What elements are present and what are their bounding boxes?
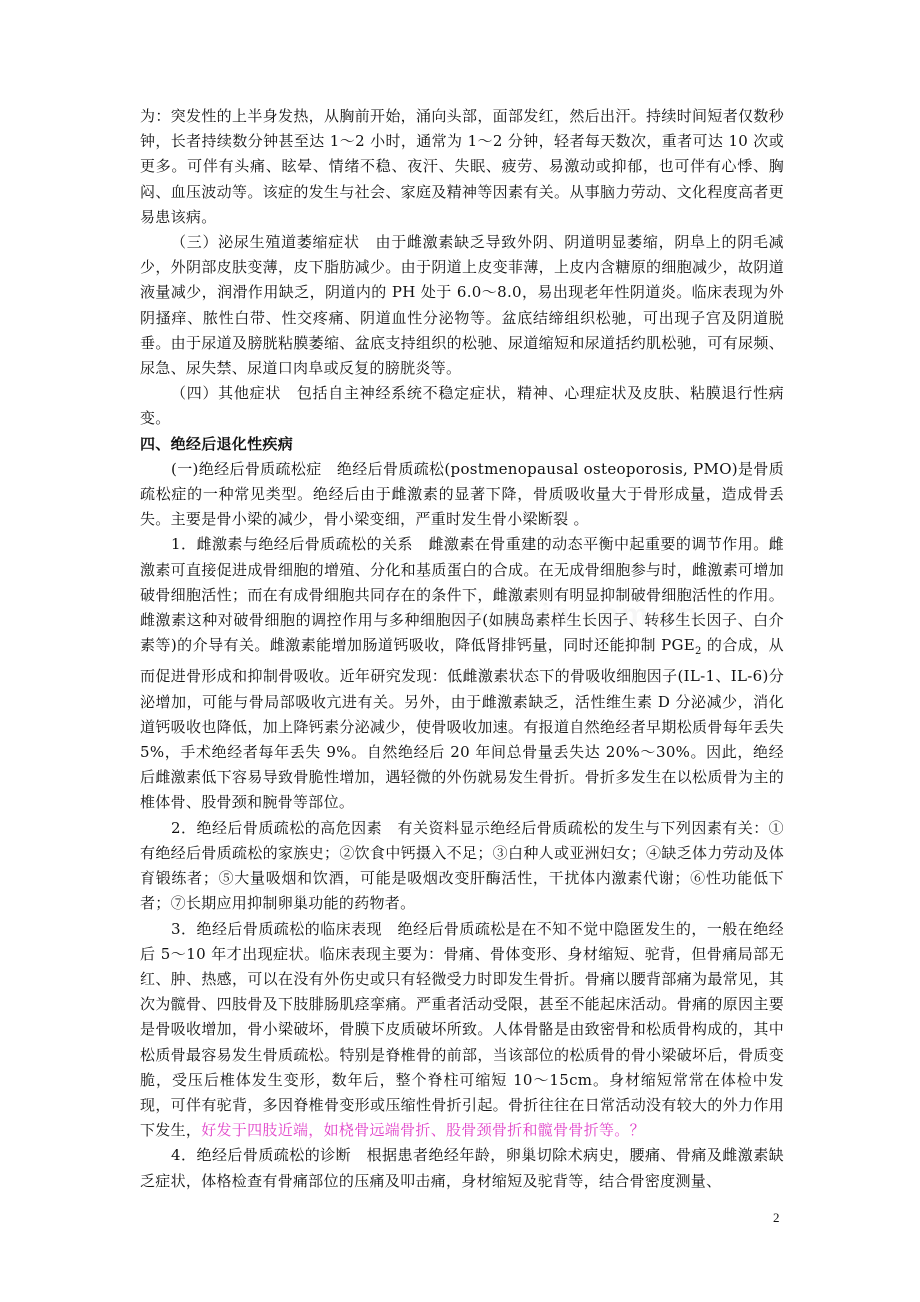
paragraph-estrogen-relation [140, 532, 784, 815]
paragraph-text: 1．雌激素与绝经后骨质疏松的关系 雌激素在骨重建的动态平衡中起重要的调节作用。雌激素可直接促进成骨细胞的增殖、分化和基质蛋白的合成。在无成骨细胞参与时，雌激素可增加破骨细胞活性；而在有成骨细胞共同存在的条件下，雌激素则有明显抑制破骨细胞活性的作用。雌激素这种对破骨细胞的调控作用与多种细胞因子(如胰岛素样生长因子、转移生长因子、白介素等)的介导有关。雌激素能增加肠道钙吸收，降低肾排钙量，同时还能抑制 PGE [140, 535, 784, 655]
subscript: 2 [695, 646, 702, 658]
paragraph-clinical-manifestations [140, 917, 784, 1144]
paragraph-text: 3．绝经后骨质疏松的临床表现 绝经后骨质疏松是在不知不觉中隐匿发生的，一般在绝经后 5～10 年才出现症状。临床表现主要为：骨痛、骨体变形、身材缩短、驼背，但骨痛局部无红、肿、热感，可以在没有外伤史或只有轻微受力时即发生骨折。骨痛以腰背部痛为最常见，其次为髋骨、四肢骨及下肢腓肠肌痉挛痛。严重者活动受限，甚至不能起床活动。骨痛的原因主要是骨吸收增加，骨小梁破坏，骨膜下皮质破坏所致。人体骨骼是由致密骨和松质骨构成的，其中松质骨最容易发生骨质疏松。特别是脊椎骨的前部，当该部位的松质骨的骨小梁破坏后，骨质变脆，受压后椎体发生变形，数年后，整个脊柱可缩短 10～15cm。身材缩短常常在体检中发现，可伴有驼背，多因脊椎骨变形或压缩性骨折引起。骨折往往在日常活动没有较大的外力作用下发生， [140, 919, 784, 1140]
highlighted-text: 好发于四肢近端，如桡骨远端骨折、股骨颈骨折和髋骨骨折等。？ [201, 1121, 645, 1140]
paragraph-diagnosis: 4．绝经后骨质疏松的诊断 根据患者绝经年龄，卵巢切除术病史，腰痛、骨痛及雌激素缺乏症状，体格检查有骨痛部位的压痛及叩击痛，身材缩短及驼背等，结合骨密度测量、 [140, 1146, 784, 1190]
paragraph-text: 的合成，从而促进骨形成和抑制骨吸收。近年研究发现：低雌激素状态下的骨吸收细胞因子(IL-1、IL-6)分泌增加，可能与骨局部吸收亢进有关。另外，由于雌激素缺乏，活性维生素 D 分泌减少，消化道钙吸收也降低，加上降钙素分泌减少，使骨吸收加速。有报道自然绝经者早期松质骨每年丢失 5%，手术绝经者每年丢失 9%。自然绝经后 20 年间总骨量丢失达 20%～30%。因此，绝经后雌激素低下容易导致骨脆性增加，遇轻微的外伤就易发生骨折。骨折多发生在以松质骨为主的椎体骨、股骨颈和腕骨等部位。 [140, 636, 784, 812]
document-body [140, 104, 784, 1194]
paragraph-urogenital-atrophy: （三）泌尿生殖道萎缩症状 由于雌激素缺乏导致外阴、阴道明显萎缩，阴阜上的阴毛减少，外阴部皮肤变薄，皮下脂肪减少。由于阴道上皮变菲薄，上皮内含糖原的细胞减少，故阴道液量减少，润滑作用缺乏，阴道内的 PH 处于 6.0～8.0，易出现老年性阴道炎。临床表现为外阴搔痒、脓性白带、性交疼痛、阴道血性分泌物等。盆底结缔组织松驰，可出现子宫及阴道脱垂。由于尿道及膀胱粘膜萎缩、盆底支持组织的松驰、尿道缩短和尿道括约肌松驰，可有尿频、尿急、尿失禁、尿道口肉阜或反复的膀胱炎等。 [140, 233, 784, 378]
paragraph-pmo-intro: (一)绝经后骨质疏松症 绝经后骨质疏松(postmenopausal osteoporosis, PMO)是骨质疏松症的一种常见类型。绝经后由于雌激素的显著下降，骨质吸收量大于骨形成量，造成骨丢失。主要是骨小梁的减少，骨小梁变细，严重时发生骨小梁断裂 。 [140, 459, 784, 529]
paragraph-risk-factors: 2．绝经后骨质疏松的高危因素 有关资料显示绝经后骨质疏松的发生与下列因素有关：①有绝经后骨质疏松的家族史；②饮食中钙摄入不足；③白种人或亚洲妇女；④缺乏体力劳动及体育锻练者；⑤大量吸烟和饮酒，可能是吸烟改变肝酶活性，干扰体内激素代谢；⑥性功能低下者；⑦长期应用抑制卵巢功能的药物者。 [140, 818, 784, 913]
paragraph-hot-flash-continued: 为：突发性的上半身发热，从胸前开始，涌向头部，面部发红，然后出汗。持续时间短者仅数秒钟，长者持续数分钟甚至达 1～2 小时，通常为 1～2 分钟，轻者每天数次，重者可达 10 次或更多。可伴有头痛、眩晕、情绪不稳、夜汗、失眠、疲劳、易激动或抑郁，也可伴有心悸、胸闷、血压波动等。该症的发生与社会、家庭及精神等因素有关。从事脑力劳动、文化程度高者更易患该病。 [140, 107, 784, 226]
page-number: 2 [773, 1210, 780, 1225]
paragraph-other-symptoms: （四）其他症状 包括自主神经系统不稳定症状，精神、心理症状及皮肤、粘膜退行性病变。 [140, 384, 784, 428]
section-heading-degenerative-diseases: 四、绝经后退化性疾病 [140, 434, 294, 453]
